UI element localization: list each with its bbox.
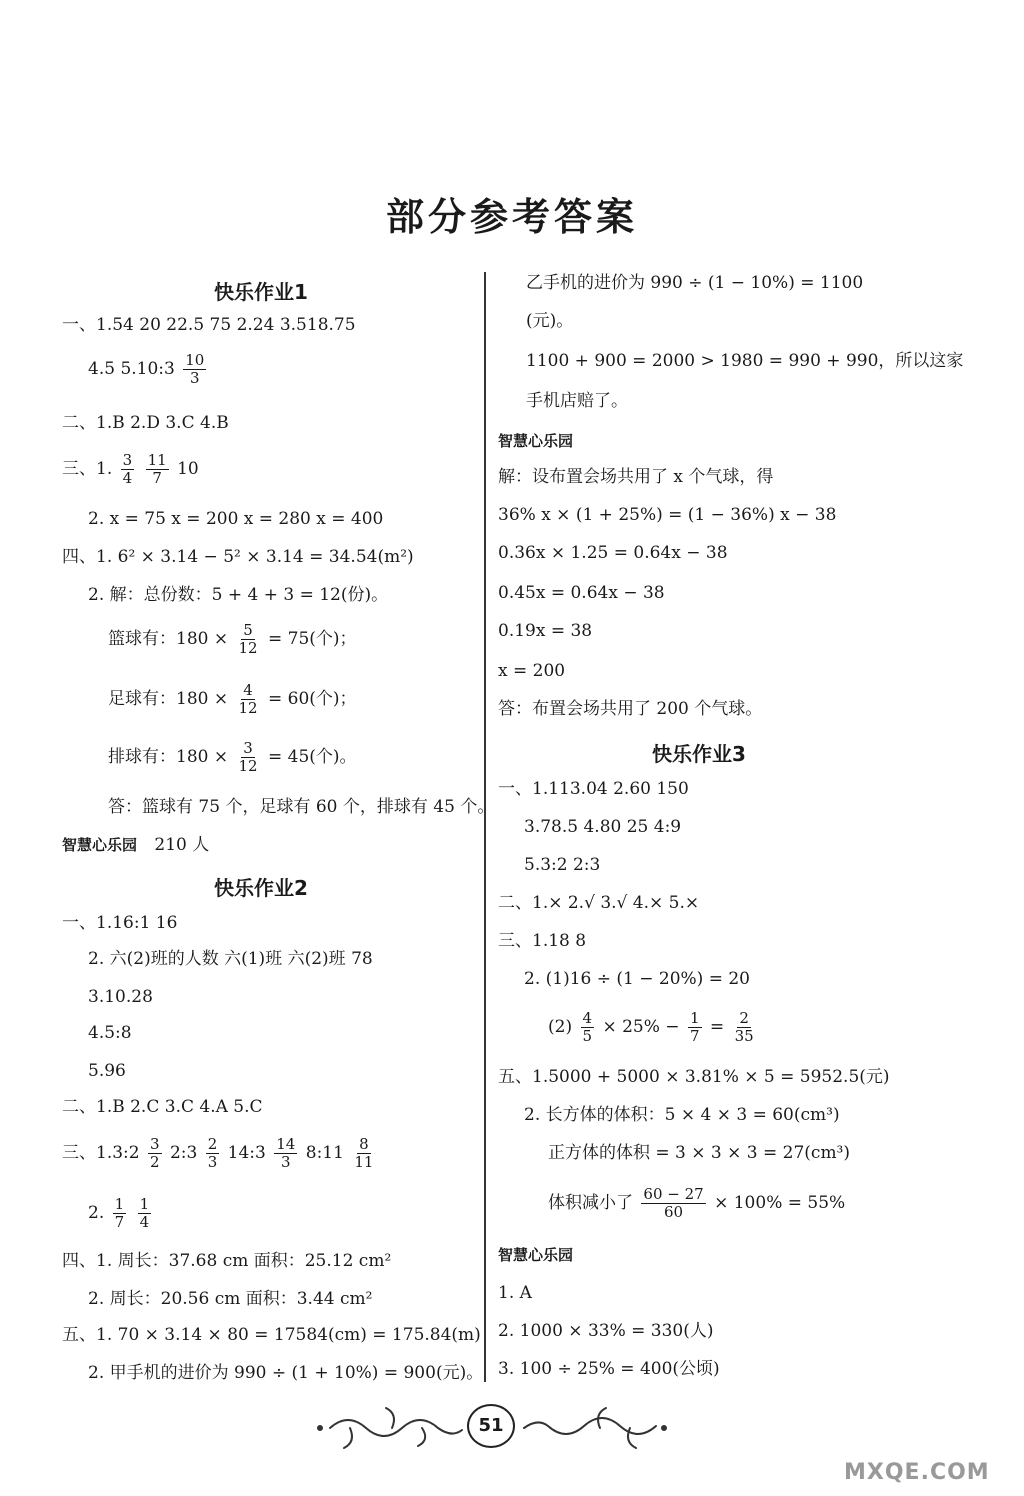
fraction: $\frac{3}{12}$ [238, 739, 258, 775]
fraction: $\frac{5}{12}$ [238, 621, 258, 657]
answer-line: 2. 解：总份数：5 + 4 + 3 = 12(份)。 [88, 585, 389, 605]
fraction: $\frac{3}{4}$ [122, 451, 133, 487]
answer-line: 答：布置会场共用了 200 个气球。 [498, 699, 763, 719]
answer-line: 0.45x = 0.64x − 38 [498, 583, 665, 603]
answer-line: 36% x × (1 + 25%) = (1 − 36%) x − 38 [498, 505, 837, 525]
answer-line: 2. 甲手机的进价为 990 ÷ (1 + 10%) = 900(元)。 [88, 1363, 484, 1383]
answer-line: 三、1.18 8 [498, 931, 587, 951]
fraction: $\frac{4}{12}$ [238, 681, 258, 717]
answer-line: 3.78.5 4.80 25 4:9 [524, 817, 682, 837]
answer-line: 四、1. 周长：37.68 cm 面积：25.12 cm² [62, 1251, 392, 1271]
page-number: 51 [467, 1404, 515, 1448]
answer-line: 5.3:2 2:3 [524, 855, 601, 875]
answer-line: 正方体的体积 = 3 × 3 × 3 = 27(cm³) [548, 1143, 851, 1163]
fraction: $\frac{1}{7}$ [114, 1195, 125, 1231]
answer-line: 答：篮球有 75 个，足球有 60 个，排球有 45 个。 [108, 797, 495, 817]
answer-line: 1. A [498, 1283, 532, 1303]
answer-line: (2) $\frac{4}{5}$ × 25% − $\frac{1}{7}$ = $\frac{2}{35}$ [548, 1009, 754, 1045]
answer-line: 五、1. 70 × 3.14 × 80 = 17584(cm) = 175.84(m) [62, 1325, 481, 1345]
fraction: $\frac{2}{3}$ [207, 1135, 218, 1171]
answer-line: 二、1.× 2.√ 3.√ 4.× 5.× [498, 893, 700, 913]
answer-line: 2. 长方体的体积：5 × 4 × 3 = 60(cm³) [524, 1105, 840, 1125]
subsection-heading: 智慧心乐园 [498, 1246, 574, 1264]
answer-line: x = 200 [498, 661, 566, 681]
fraction: $\frac{2}{35}$ [734, 1009, 754, 1045]
answer-line: 四、1. 6² × 3.14 − 5² × 3.14 = 34.54(m²) [62, 547, 414, 567]
subsection-heading: 智慧心乐园 [498, 432, 574, 450]
answer-line: 4.5 5.10:3 $\frac{10}{3}$ [88, 351, 205, 387]
answer-line: 解：设布置会场共用了 x 个气球，得 [498, 467, 774, 487]
answer-line: 一、1.113.04 2.60 150 [498, 779, 689, 799]
section-heading-3: 快乐作业3 [652, 742, 746, 766]
fraction: $\frac{8}{11}$ [354, 1135, 374, 1171]
answer-line: 二、1.B 2.C 3.C 4.A 5.C [62, 1097, 263, 1117]
answer-line: 二、1.B 2.D 3.C 4.B [62, 413, 229, 433]
fraction: $\frac{1}{7}$ [689, 1009, 700, 1045]
answer-line: 1100 + 900 = 2000 > 1980 = 990 + 990，所以这家 [526, 351, 964, 371]
answer-line: 2. (1)16 ÷ (1 − 20%) = 20 [524, 969, 750, 989]
answer-line: 0.36x × 1.25 = 0.64x − 38 [498, 543, 728, 563]
answer-line: 3. 100 ÷ 25% = 400(公顷) [498, 1359, 720, 1379]
answer-line: 智慧心乐园 210 人 [62, 835, 210, 855]
answer-line: 5.96 [88, 1061, 126, 1081]
answer-line: 三、1.3:2 $\frac{3}{2}$ 2:3 $\frac{2}{3}$ 14:3 $\frac{14}{3}$ 8:11 $\frac{8}{11}$ [62, 1135, 374, 1171]
fraction: $\frac{10}{3}$ [185, 351, 205, 387]
fraction: $\frac{60 - 27}{60}$ [643, 1185, 704, 1221]
answer-line: 0.19x = 38 [498, 621, 593, 641]
fraction: $\frac{11}{7}$ [147, 451, 167, 487]
watermark-logo: MXQE.COM [844, 1460, 990, 1485]
answer-line: 三、1. $\frac{3}{4}$ $\frac{11}{7}$ 10 [62, 451, 199, 487]
answer-line: 2. 周长：20.56 cm 面积：3.44 cm² [88, 1289, 373, 1309]
fraction: $\frac{4}{5}$ [582, 1009, 593, 1045]
fraction: $\frac{1}{4}$ [139, 1195, 150, 1231]
answer-line: 2. $\frac{1}{7}$ $\frac{1}{4}$ [88, 1195, 150, 1231]
answer-line: 一、1.16:1 16 [62, 913, 178, 933]
page-title: 部分参考答案 [385, 195, 638, 239]
answer-line: 4.5:8 [88, 1023, 132, 1043]
answer-line: 五、1.5000 + 5000 × 3.81% × 5 = 5952.5(元) [498, 1067, 890, 1087]
section-heading-1: 快乐作业1 [214, 280, 308, 304]
answer-line: 体积减小了 $\frac{60 - 27}{60}$ × 100% = 55% [548, 1185, 846, 1221]
section-heading-2: 快乐作业2 [214, 876, 308, 900]
answer-line: 手机店赔了。 [526, 391, 628, 411]
fraction: $\frac{3}{2}$ [150, 1135, 160, 1171]
answer-line: 排球有：180 × $\frac{3}{12}$ = 45(个)。 [108, 739, 357, 775]
answer-line: 足球有：180 × $\frac{4}{12}$ = 60(个)； [108, 681, 357, 717]
answer-line: (元)。 [526, 311, 574, 331]
answer-line: 2. 1000 × 33% = 330(人) [498, 1321, 714, 1341]
answer-line: 一、1.54 20 22.5 75 2.24 3.518.75 [62, 315, 356, 335]
column-divider [484, 272, 486, 1382]
fraction: $\frac{14}{3}$ [276, 1135, 296, 1171]
answer-line: 乙手机的进价为 990 ÷ (1 − 10%) = 1100 [526, 273, 864, 293]
answer-line: 2. x = 75 x = 200 x = 280 x = 400 [88, 509, 384, 529]
answer-line: 2. 六(2)班的人数 六(1)班 六(2)班 78 [88, 949, 373, 969]
answer-line: 篮球有：180 × $\frac{5}{12}$ = 75(个)； [108, 621, 357, 657]
answer-line: 3.10.28 [88, 987, 153, 1007]
